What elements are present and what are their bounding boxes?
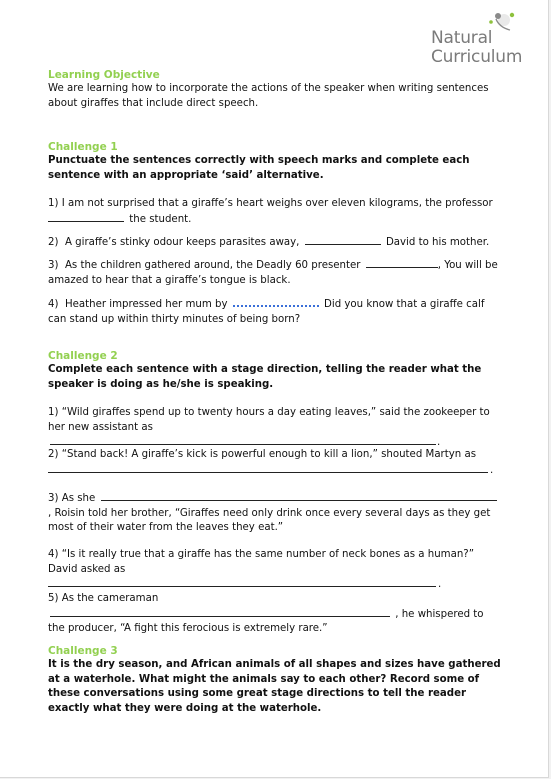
learning-objective-text: We are learning how to incorporate the actions of the speaker when writing sentences about giraffes that include direct speech. <box>48 83 489 109</box>
item-text-start: “Stand back! A giraffe’s kick is powerful enough to kill a lion,” shouted Martyn as <box>61 449 477 460</box>
challenge-2-heading: Challenge 2 <box>48 350 118 362</box>
challenge-1-instruction: Punctuate the sentences correctly with speech marks and complete each sentence with an appropriate ‘said’ alternative. <box>48 155 470 181</box>
item-text-end: , You will be amazed to hear that a giraffe’s tongue is black. <box>48 260 498 286</box>
answer-blank[interactable] <box>50 607 390 617</box>
item-number: 2) <box>48 237 59 248</box>
answer-blank[interactable] <box>50 435 436 445</box>
item-number: 4) <box>48 299 59 310</box>
challenge-2-item <box>48 491 503 536</box>
challenge-2-instruction: Complete each sentence with a stage direction, telling the reader what the speaker is doing as he/she is speaking. <box>48 364 482 390</box>
natural-curriculum-logo <box>425 10 535 68</box>
item-number: 3) <box>48 493 59 504</box>
item-text-start: As the children gathered around, the Deadly 60 presenter <box>64 260 361 271</box>
item-text-start: Heather impressed her mum by <box>64 299 228 310</box>
challenge-1-item <box>48 197 503 227</box>
item-text-end: David to his mother. <box>385 237 490 248</box>
challenge-3-heading: Challenge 3 <box>48 645 118 657</box>
item-number: 3) <box>48 260 59 271</box>
item-text-end: . <box>490 464 494 476</box>
item-text-end: , Roisin told her brother, “Giraffes need only drink once every several days as they get most of their water from the leaves they eat.” <box>48 507 491 534</box>
item-text-end: , he whispered to the producer, “A fight this ferocious is extremely rare.” <box>48 608 484 635</box>
answer-blank[interactable] <box>366 258 438 268</box>
challenge-3-text: It is the dry season, and African animals of all shapes and sizes have gathered at a waterhole. What might the animals say to each other? Record some of these conversations using some great stage directions to tell the reader exactly what they were doing at the waterhole. <box>48 659 501 714</box>
item-text-end: . <box>438 579 442 591</box>
challenge-1-item <box>48 235 503 251</box>
item-text-start: “Wild giraffes spend up to twenty hours a day eating leaves,” said the zookeeper to her new assistant as <box>48 407 490 433</box>
item-number: 1) <box>48 407 59 418</box>
item-text-start: A giraffe’s stinky odour keeps parasites away, <box>64 237 300 248</box>
challenge-2-item <box>48 406 503 451</box>
learning-objective-heading: Learning Objective <box>48 69 160 81</box>
answer-blank[interactable] <box>48 577 436 587</box>
item-text-end: . <box>437 437 441 449</box>
challenge-2-item <box>48 592 503 637</box>
item-text-start: As the cameraman <box>61 593 159 604</box>
item-text-start: As she <box>61 493 96 504</box>
challenge-1-item <box>48 258 503 288</box>
challenge-1-heading: Challenge 1 <box>48 141 118 153</box>
answer-blank[interactable] <box>233 296 319 307</box>
item-number: 1) <box>48 198 59 209</box>
item-number: 5) <box>48 593 59 604</box>
logo-wordmark <box>431 29 522 67</box>
item-number: 2) <box>48 449 59 460</box>
answer-blank[interactable] <box>305 235 381 245</box>
challenge-2-item <box>48 448 503 478</box>
answer-blank[interactable] <box>101 491 497 501</box>
item-text-end: Did you know that a giraffe calf can stand up within thirty minutes of being born? <box>48 299 485 325</box>
answer-blank[interactable] <box>48 212 124 222</box>
logo-line-1: Natural <box>431 28 493 48</box>
item-text-start: “Is it really true that a giraffe has the same number of neck bones as a human?” David asked as <box>48 549 474 575</box>
item-text-start: I am not surprised that a giraffe’s heart weighs over eleven kilograms, the professor <box>61 198 493 209</box>
logo-line-2: Curriculum <box>431 47 523 67</box>
challenge-2-item <box>48 548 503 593</box>
answer-blank[interactable] <box>48 463 488 473</box>
item-number: 4) <box>48 549 59 560</box>
challenge-1-item <box>48 296 503 327</box>
item-text-end: the student. <box>129 213 192 225</box>
